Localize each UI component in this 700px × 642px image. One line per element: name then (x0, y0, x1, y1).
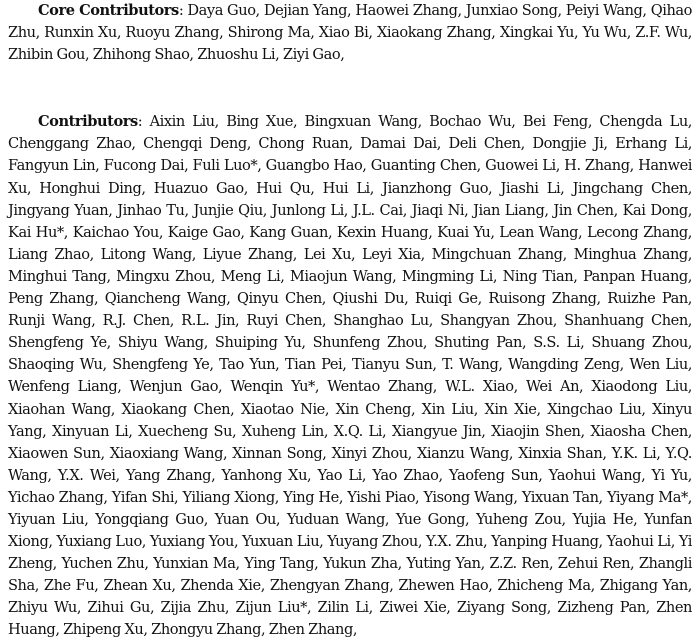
contributors-label: Contributors (38, 113, 138, 131)
core-contributors-paragraph (8, 0, 692, 66)
contributors-names: : Aixin Liu, Bing Xue, Bingxuan Wang, Bochao Wu, Bei Feng, Chengda Lu, Chenggang Zhao, Chengqi Deng, Chong Ruan, Damai Dai, Deli Chen, Dongjie Ji, Erhang Li, Fangyun Lin, Fucong Dai, Fuli Luo*, Guangbo Hao, Guanting Chen, Guowei Li, H. Zhang, Hanwei Xu, Honghui Ding, Huazuo Gao, Hui Qu, Hui Li, Jianzhong Guo, Jiashi Li, Jingchang Chen, Jingyang Yuan, Jinhao Tu, Junjie Qiu, Junlong Li, J.L. Cai, Jiaqi Ni, Jian Liang, Jin Chen, Kai Dong, Kai Hu*, Kaichao You, Kaige Gao, Kang Guan, Kexin Huang, Kuai Yu, Lean Wang, Lecong Zhang, Liang Zhao, Litong Wang, Liyue Zhang, Lei Xu, Leyi Xia, Mingchuan Zhang, Minghua Zhang, Minghui Tang, Mingxu Zhou, Meng Li, Miaojun Wang, Mingming Li, Ning Tian, Panpan Huang, Peng Zhang, Qiancheng Wang, Qinyu Chen, Qiushi Du, Ruiqi Ge, Ruisong Zhang, Ruizhe Pan, Runji Wang, R.J. Chen, R.L. Jin, Ruyi Chen, Shanghao Lu, Shangyan Zhou, Shanhuang Chen, Shengfeng Ye, Shiyu Wang, Shuiping Yu, Shunfeng Zhou, Shuting Pan, S.S. Li, Shuang Zhou, Shaoqing Wu, Shengfeng Ye, Tao Yun, Tian Pei, Tianyu Sun, T. Wang, Wangding Zeng, Wen Liu, Wenfeng Liang, Wenjun Gao, Wenqin Yu*, Wentao Zhang, W.L. Xiao, Wei An, Xiaodong Liu, Xiaohan Wang, Xiaokang Chen, Xiaotao Nie, Xin Cheng, Xin Liu, Xin Xie, Xingchao Liu, Xinyu Yang, Xinyuan Li, Xuecheng Su, Xuheng Lin, X.Q. Li, Xiangyue Jin, Xiaojin Shen, Xiaosha Chen, Xiaowen Sun, Xiaoxiang Wang, Xinnan Song, Xinyi Zhou, Xianzu Wang, Xinxia Shan, Y.K. Li, Y.Q. Wang, Y.X. Wei, Yang Zhang, Yanhong Xu, Yao Li, Yao Zhao, Yaofeng Sun, Yaohui Wang, Yi Yu, Yichao Zhang, Yifan Shi, Yiliang Xiong, Ying He, Yishi Piao, Yisong Wang, Yixuan Tan, Yiyang Ma*, Yiyuan Liu, Yongqiang Guo, Yuan Ou, Yuduan Wang, Yue Gong, Yuheng Zou, Yujia He, Yunfan Xiong, Yuxiang Luo, Yuxiang You, Yuxuan Liu, Yuyang Zhou, Y.X. Zhu, Yanping Huang, Yaohui Li, Yi Zheng, Yuchen Zhu, Yunxian Ma, Ying Tang, Yukun Zha, Yuting Yan, Z.Z. Ren, Zehui Ren, Zhangli Sha, Zhe Fu, Zhean Xu, Zhenda Xie, Zhengyan Zhang, Zhewen Hao, Zhicheng Ma, Zhigang Yan, Zhiyu Wu, Zihui Gu, Zijia Zhu, Zijun Liu*, Zilin Li, Ziwei Xie, Ziyang Song, Zizheng Pan, Zhen Huang, Zhipeng Xu, Zhongyu Zhang, Zhen Zhang, (8, 113, 692, 639)
core-contributors-label: Core Contributors (38, 2, 179, 19)
contributors-paragraph (8, 111, 692, 641)
core-contributors-names: : Daya Guo, Dejian Yang, Haowei Zhang, Junxiao Song, Peiyi Wang, Qihao Zhu, Runxin Xu, Ruoyu Zhang, Shirong Ma, Xiao Bi, Xiaokang Zhang, Xingkai Yu, Yu Wu, Z.F. Wu, Zhibin Gou, Zhihong Shao, Zhuoshu Li, Ziyi Gao, (8, 2, 692, 64)
document-page (8, 0, 692, 642)
